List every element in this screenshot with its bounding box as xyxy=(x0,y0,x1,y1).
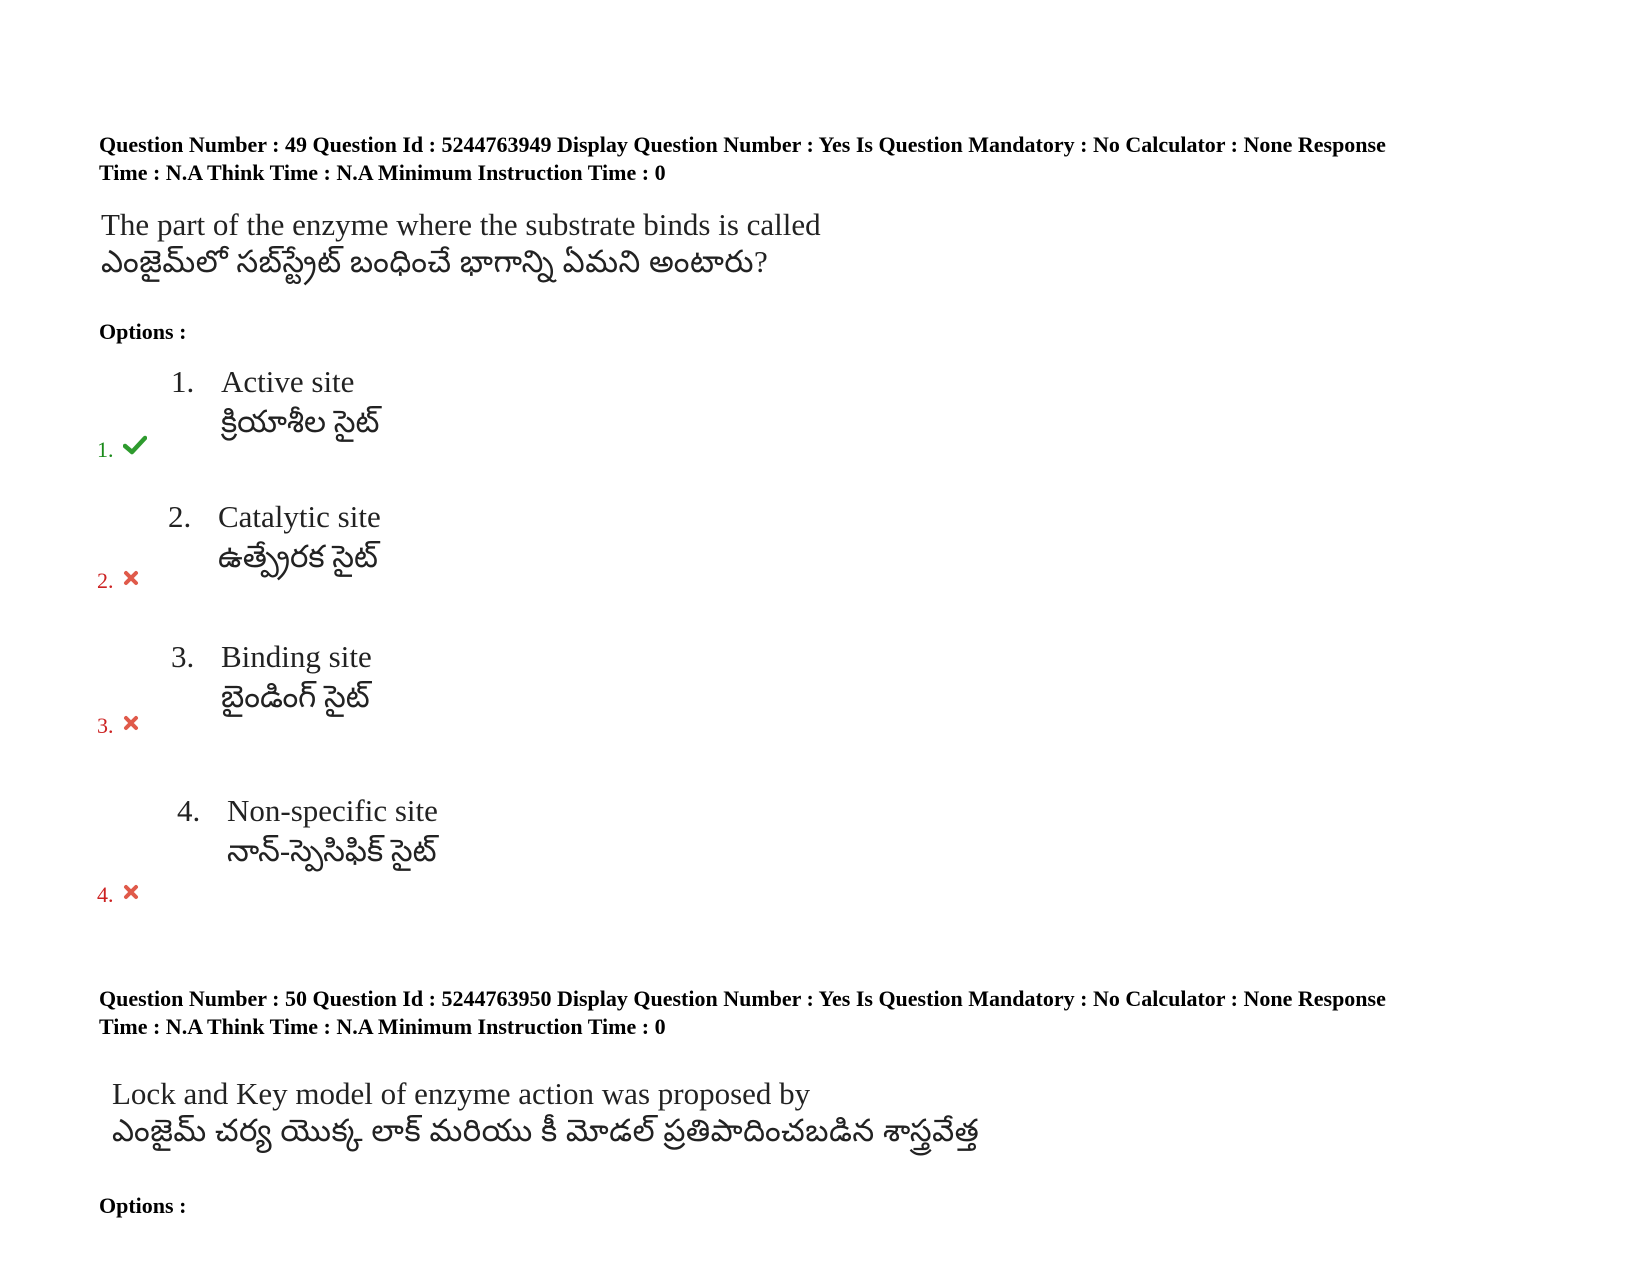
option-1 xyxy=(171,362,379,442)
options-label: Options : xyxy=(99,1193,187,1218)
option-text-telugu: క్రియాశీల సైట్ xyxy=(221,404,380,439)
option-marker-number: 1. xyxy=(97,437,114,462)
option-4-marker xyxy=(97,880,139,908)
option-text-telugu: నాన్-స్పెసిఫిక్ సైట్ xyxy=(227,833,437,868)
option-marker-number: 2. xyxy=(97,568,114,593)
question-text-english: Lock and Key model of enzyme action was proposed by xyxy=(112,1076,811,1111)
option-4 xyxy=(177,791,438,871)
question-50-text xyxy=(112,1075,979,1149)
question-49-metadata xyxy=(99,131,1599,187)
option-2 xyxy=(168,497,381,577)
option-number: 1. xyxy=(171,364,195,399)
question-49-text xyxy=(101,206,821,280)
option-text-english: Non-specific site xyxy=(227,793,438,828)
option-2-marker xyxy=(97,566,139,594)
option-text-telugu: ఉత్ప్రేరక సైట్ xyxy=(218,539,378,574)
question-text-telugu: ఎంజైమ్ చర్య యొక్క లాక్ మరియు కీ మోడల్ ప్రతిపాదించబడిన శాస్త్రవేత్త xyxy=(112,1113,980,1148)
cross-icon xyxy=(123,880,139,906)
option-number: 4. xyxy=(177,793,201,828)
question-50-metadata xyxy=(99,985,1599,1041)
option-number: 2. xyxy=(168,499,192,534)
cross-icon xyxy=(123,711,139,737)
option-3 xyxy=(171,637,372,717)
option-text-english: Catalytic site xyxy=(218,499,381,534)
option-text-telugu: బైండింగ్ సైట్ xyxy=(221,679,370,714)
question-meta-line: Time : N.A Think Time : N.A Minimum Instruction Time : 0 xyxy=(99,160,666,185)
cross-icon xyxy=(123,566,139,592)
option-marker-number: 4. xyxy=(97,882,114,907)
option-3-marker xyxy=(97,711,139,739)
question-meta-line: Time : N.A Think Time : N.A Minimum Instruction Time : 0 xyxy=(99,1014,666,1039)
question-meta-line: Question Number : 50 Question Id : 5244763950 Display Question Number : Yes Is Question Mandatory : No Calculator : None Response xyxy=(99,986,1386,1011)
question-meta-line: Question Number : 49 Question Id : 5244763949 Display Question Number : Yes Is Question Mandatory : No Calculator : None Response xyxy=(99,132,1386,157)
options-label: Options : xyxy=(99,319,187,344)
option-text-english: Active site xyxy=(221,364,355,399)
option-number: 3. xyxy=(171,639,195,674)
question-text-english: The part of the enzyme where the substrate binds is called xyxy=(101,207,821,242)
question-text-telugu: ఎంజైమ్‌లో సబ్‌స్ట్రేట్ బంధించే భాగాన్ని ఏమని అంటారు? xyxy=(101,244,769,279)
option-marker-number: 3. xyxy=(97,713,114,738)
option-text-english: Binding site xyxy=(221,639,372,674)
check-icon xyxy=(123,435,147,461)
option-1-marker xyxy=(97,435,147,463)
